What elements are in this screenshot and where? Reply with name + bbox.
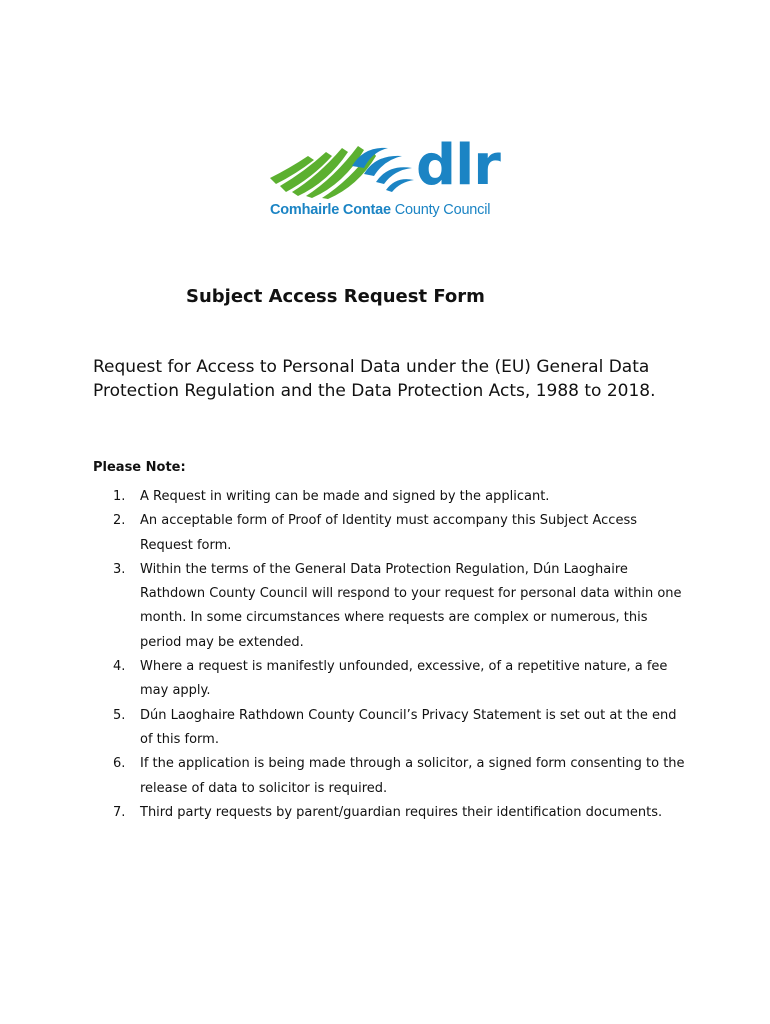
list-item-text: An acceptable form of Proof of Identity must accompany this Subject Access Request form.: [140, 513, 637, 553]
logo-wordmark: dlr: [416, 133, 500, 198]
logo-tagline: [270, 202, 490, 218]
list-item-text: If the application is being made through a solicitor, a signed form consenting to the release of data to solicitor is required.: [140, 756, 685, 796]
list-item: [113, 558, 688, 655]
dlr-logo: [268, 133, 508, 228]
list-item: [113, 509, 688, 558]
list-item-text: Within the terms of the General Data Protection Regulation, Dún Laoghaire Rathdown County Council will respond to your request for personal data within one month. In some circumstances where requests are complex or numerous, this period may be extended.: [140, 561, 682, 650]
list-item-number: 3.: [113, 561, 126, 577]
list-item-number: 6.: [113, 756, 126, 772]
logo-tagline-english: County Council: [394, 202, 491, 218]
list-item: [113, 801, 688, 825]
list-item-number: 4.: [113, 659, 126, 675]
list-item-text: Dún Laoghaire Rathdown County Council’s Privacy Statement is set out at the end of this form.: [140, 707, 677, 747]
list-item-text: Where a request is manifestly unfounded, excessive, of a repetitive nature, a fee may apply.: [140, 659, 668, 699]
intro-paragraph: Request for Access to Personal Data under the (EU) General Data Protection Regulation and the Data Protection Acts, 1988 to 2018.: [93, 357, 656, 401]
notes-list: [113, 485, 688, 825]
list-item: [113, 655, 688, 704]
list-item-number: 7.: [113, 804, 126, 820]
list-item-number: 2.: [113, 513, 126, 529]
page-title: Subject Access Request Form: [186, 286, 485, 307]
list-item: [113, 485, 688, 509]
list-item-text: Third party requests by parent/guardian requires their identification documents.: [140, 804, 663, 820]
note-heading: Please Note:: [93, 460, 186, 475]
logo-tagline-irish: Comhairle Contae: [270, 202, 391, 218]
list-item-number: 1.: [113, 489, 126, 504]
list-item: [113, 752, 688, 801]
list-item: [113, 704, 688, 753]
list-item-text: A Request in writing can be made and signed by the applicant.: [140, 489, 550, 504]
list-item-number: 5.: [113, 707, 126, 723]
logo-wave-graphic: [268, 138, 418, 200]
